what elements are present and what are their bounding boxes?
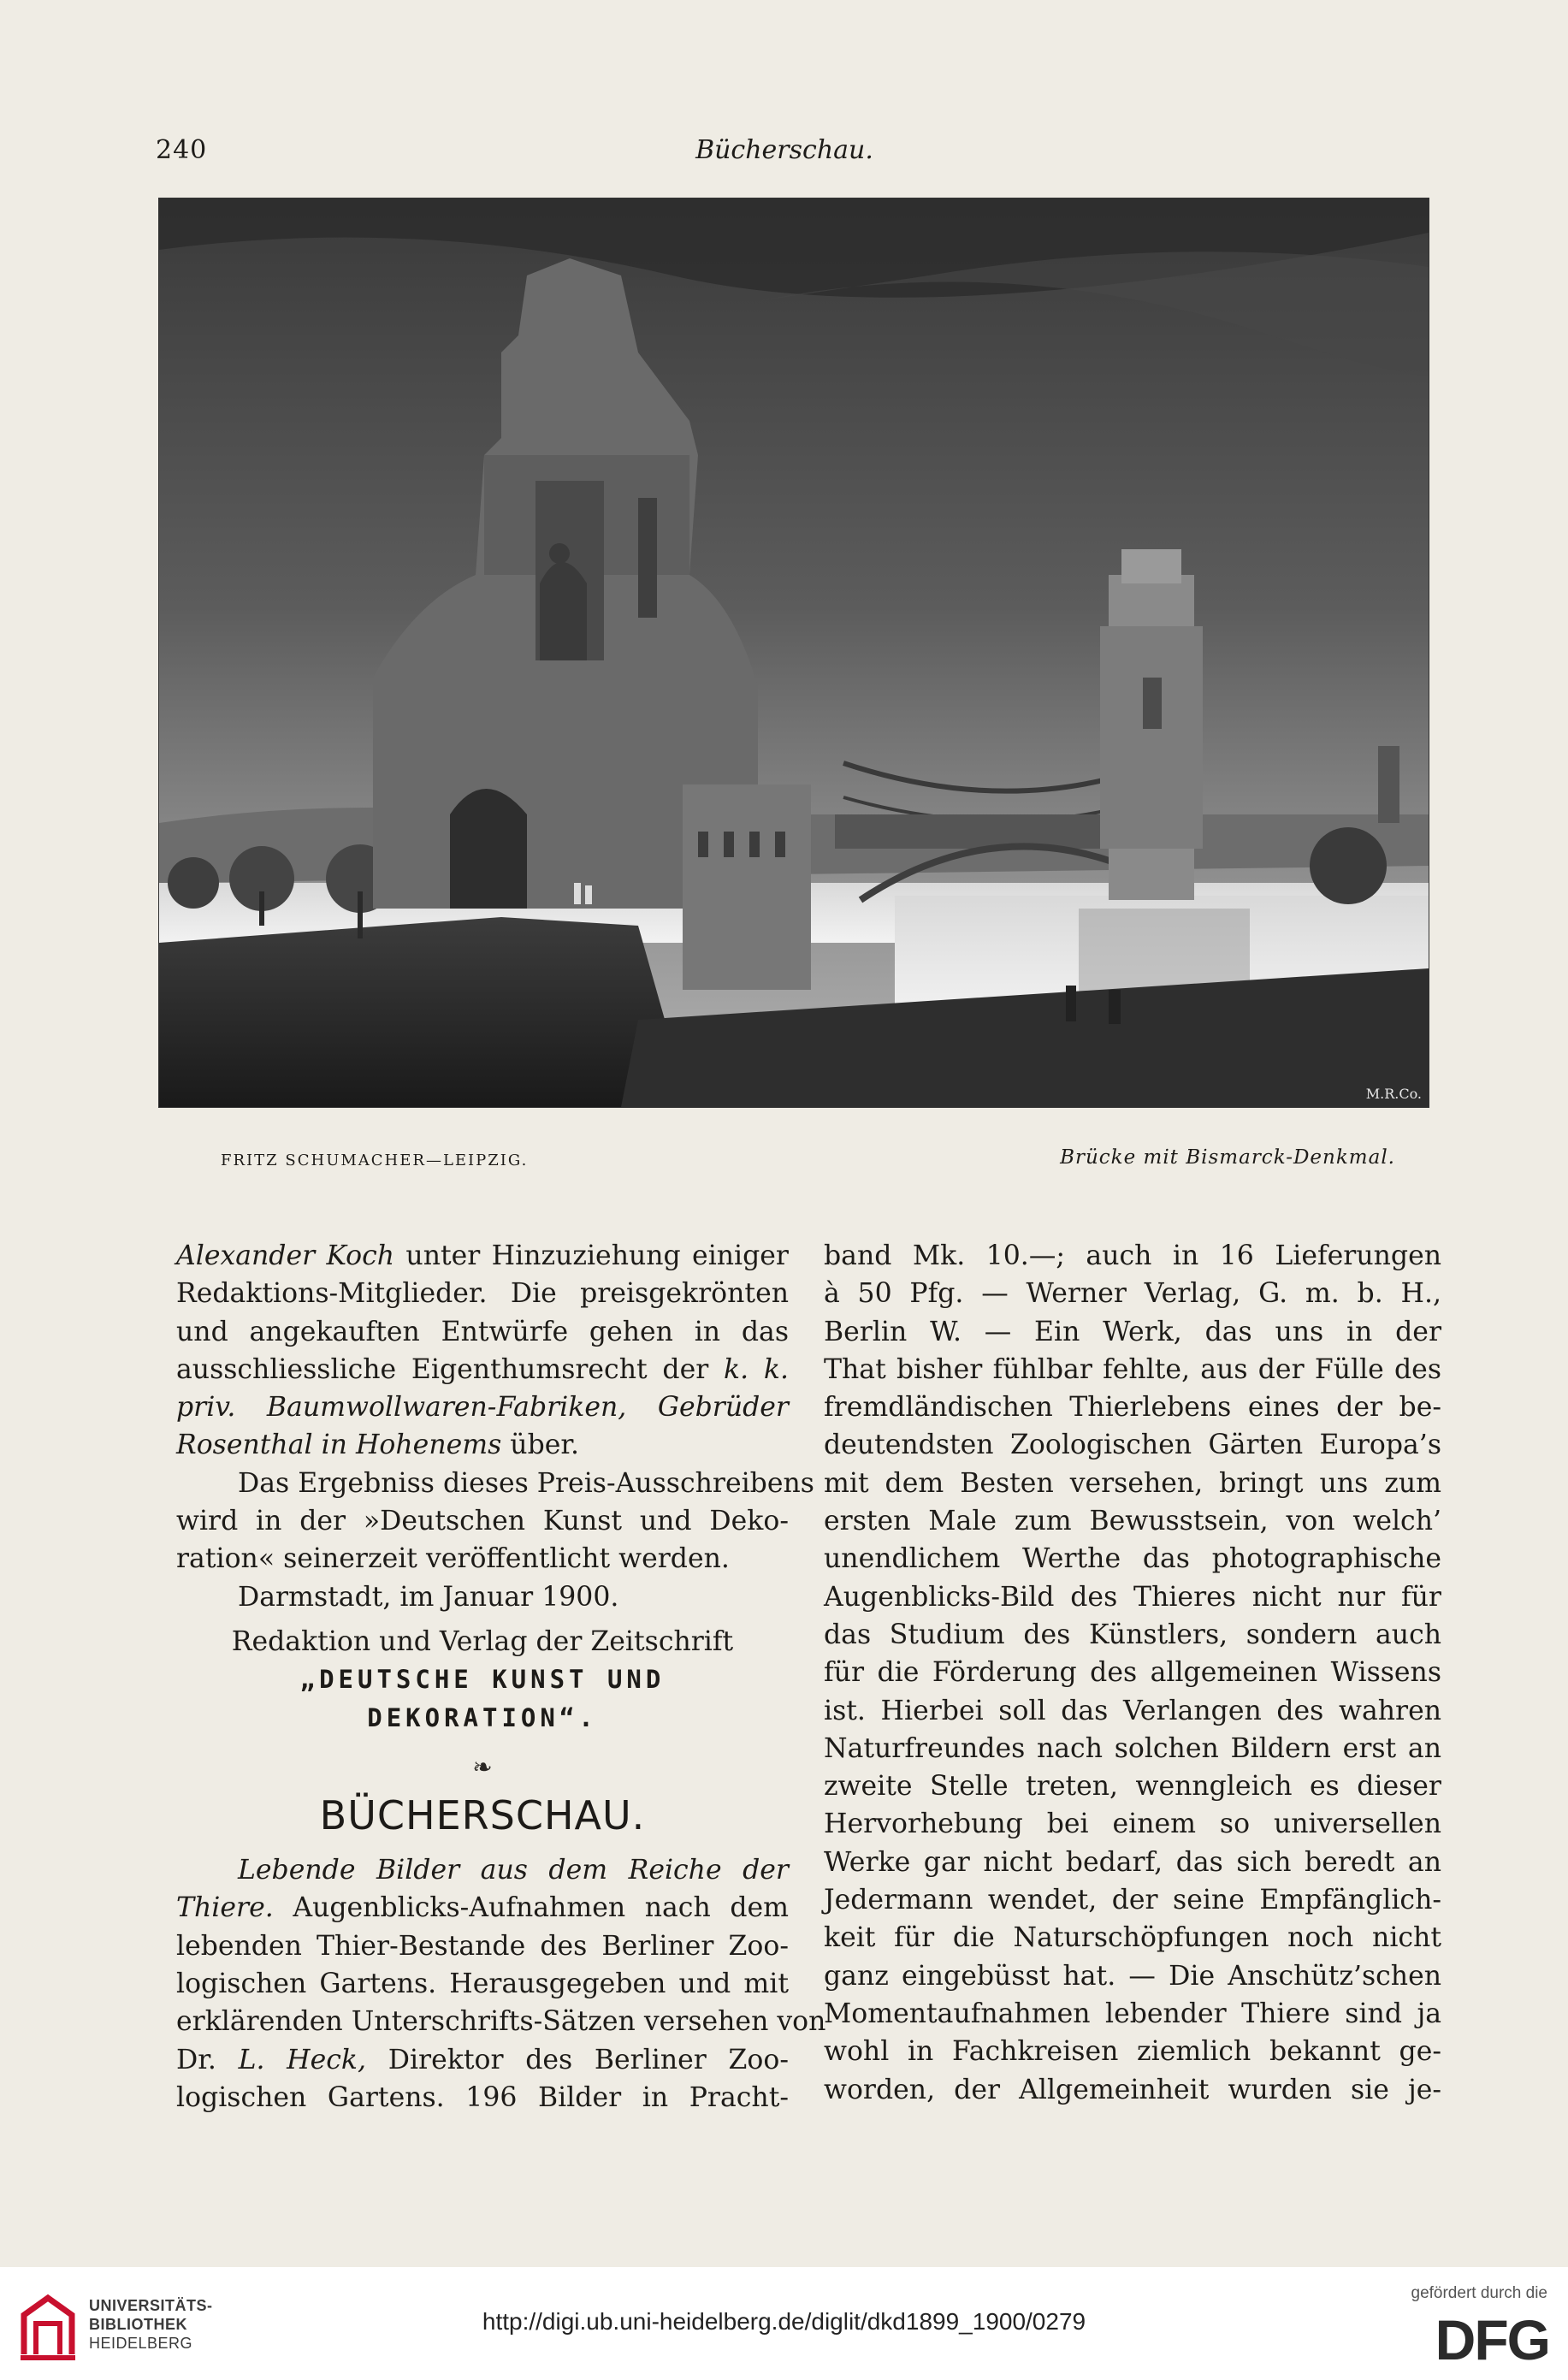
running-head <box>156 135 1413 178</box>
text-line: Momentaufnahmen lebender Thiere sind ja <box>824 1998 1441 2029</box>
text-line: Werke gar nicht bedarf, das sich beredt an <box>824 1846 1441 1878</box>
text-line: zweite Stelle treten, wenngleich es dieser <box>824 1771 1441 1803</box>
digitization-footer <box>0 2267 1568 2380</box>
text-line: Redaktions-Mitglieder. Die preisgekrönten <box>176 1278 789 1310</box>
text-line: Jedermann wendet, der seine Empfänglich- <box>824 1885 1441 1916</box>
text-line: That bisher fühlbar fehlte, aus der Fülle des <box>824 1353 1441 1385</box>
text-line: Hervorhebung bei einem so universellen <box>824 1809 1441 1840</box>
permalink-url[interactable]: http://digi.ub.uni-heidelberg.de/diglit/dkd1899_1900/0279 <box>482 2308 1086 2335</box>
text-line: lebenden Thier-Bestande des Berliner Zoo- <box>176 1930 789 1962</box>
library-name-line: HEIDELBERG <box>89 2335 193 2352</box>
text-line: ration« seinerzeit veröffentlicht werden. <box>176 1543 730 1575</box>
text-line: für die Förderung des allgemeinen Wissens <box>824 1657 1441 1689</box>
text-line: wohl in Fachkreisen ziemlich bekannt ge- <box>824 2036 1441 2068</box>
text-line: und angekauften Entwürfe gehen in das <box>176 1316 789 1347</box>
text-line: Rosenthal in Hohenems über. <box>176 1430 580 1461</box>
text-line: erklärenden Unterschrifts-Sätzen versehen von <box>176 2006 826 2038</box>
leaf-ornament-icon: ❧ <box>472 1752 493 1781</box>
text-line: Lebende Bilder aus dem Reiche der <box>238 1855 789 1886</box>
text-line: worden, der Allgemeinheit wurden sie je- <box>824 2074 1441 2105</box>
text-line: das Studium des Künstlers, sondern auch <box>824 1619 1441 1650</box>
magazine-name: „DEUTSCHE KUNST UND DEKORATION“. <box>299 1665 666 1732</box>
text-line: logischen Gartens. 196 Bilder in Pracht- <box>176 2081 789 2113</box>
text-line: priv. Baumwollwaren-Fabriken, Gebrüder <box>176 1392 789 1424</box>
text-line: fremdländischen Thierlebens eines der be- <box>824 1392 1441 1424</box>
section-heading: BÜCHERSCHAU. <box>319 1792 646 1839</box>
library-name-line: BIBLIOTHEK <box>89 2316 187 2333</box>
text-line: ganz eingebüsst hat. — Die Anschütz’schen <box>824 1960 1441 1992</box>
text-line: band Mk. 10.—; auch in 16 Lieferungen <box>824 1240 1441 1271</box>
text-line: Thiere. Augenblicks-Aufnahmen nach dem <box>176 1892 789 1924</box>
text-line: Berlin W. — Ein Werk, das uns in der <box>824 1316 1441 1347</box>
bridge-illustration <box>159 198 1429 1107</box>
text-line: Naturfreundes nach solchen Bildern erst an <box>824 1732 1441 1764</box>
right-column <box>824 1237 1441 2109</box>
text-line: mit dem Besten versehen, bringt uns zum <box>824 1467 1441 1499</box>
funding-label: gefördert durch die <box>1411 2284 1547 2302</box>
text-line: unendlichem Werthe das photographische <box>824 1543 1441 1575</box>
announcement-paragraph <box>176 1237 789 1465</box>
text-line: à 50 Pfg. — Werner Verlag, G. m. b. H., <box>824 1278 1441 1310</box>
plate-monogram: M.R.Co. <box>1365 1086 1422 1102</box>
artist-credit: FRITZ SCHUMACHER—LEIPZIG. <box>221 1152 529 1169</box>
text-line: ist. Hierbei soll das Verlangen des wahren <box>824 1695 1441 1726</box>
text-line: Augenblicks-Bild des Thieres nicht nur für <box>824 1581 1441 1613</box>
book-review-paragraph <box>176 1851 826 2117</box>
text-line: Alexander Koch unter Hinzuziehung einiger <box>176 1240 789 1271</box>
left-column <box>176 1237 826 2117</box>
dateline: Darmstadt, im Januar 1900. <box>238 1581 619 1613</box>
library-name-line: UNIVERSITÄTS- <box>89 2297 213 2314</box>
review-continuation <box>824 1237 1441 2109</box>
text-line: keit für die Naturschöpfungen noch nicht <box>824 1922 1441 1954</box>
dfg-logo: DFG <box>1435 2308 1549 2371</box>
running-title: Bücherschau. <box>695 135 873 165</box>
signoff-line: Redaktion und Verlag der Zeitschrift <box>231 1625 734 1657</box>
text-line: logischen Gartens. Herausgegeben und mit <box>176 1969 789 2000</box>
illustration-plate <box>159 198 1429 1107</box>
text-line: wird in der »Deutschen Kunst und Deko- <box>176 1506 789 1537</box>
plate-title: Brücke mit Bismarck-Denkmal. <box>1060 1146 1395 1169</box>
page-number: 240 <box>156 135 208 165</box>
text-line: Das Ergebniss dieses Preis-Ausschreibens <box>238 1467 814 1499</box>
text-line: deutendsten Zoologischen Gärten Europa’s <box>824 1430 1441 1461</box>
text-line: Dr. L. Heck, Direktor des Berliner Zoo- <box>176 2044 789 2075</box>
text-line: ausschliessliche Eigenthumsrecht der k. k. <box>176 1353 789 1385</box>
publication-paragraph <box>176 1465 814 1578</box>
text-line: ersten Male zum Bewusstsein, von welch’ <box>824 1506 1441 1537</box>
